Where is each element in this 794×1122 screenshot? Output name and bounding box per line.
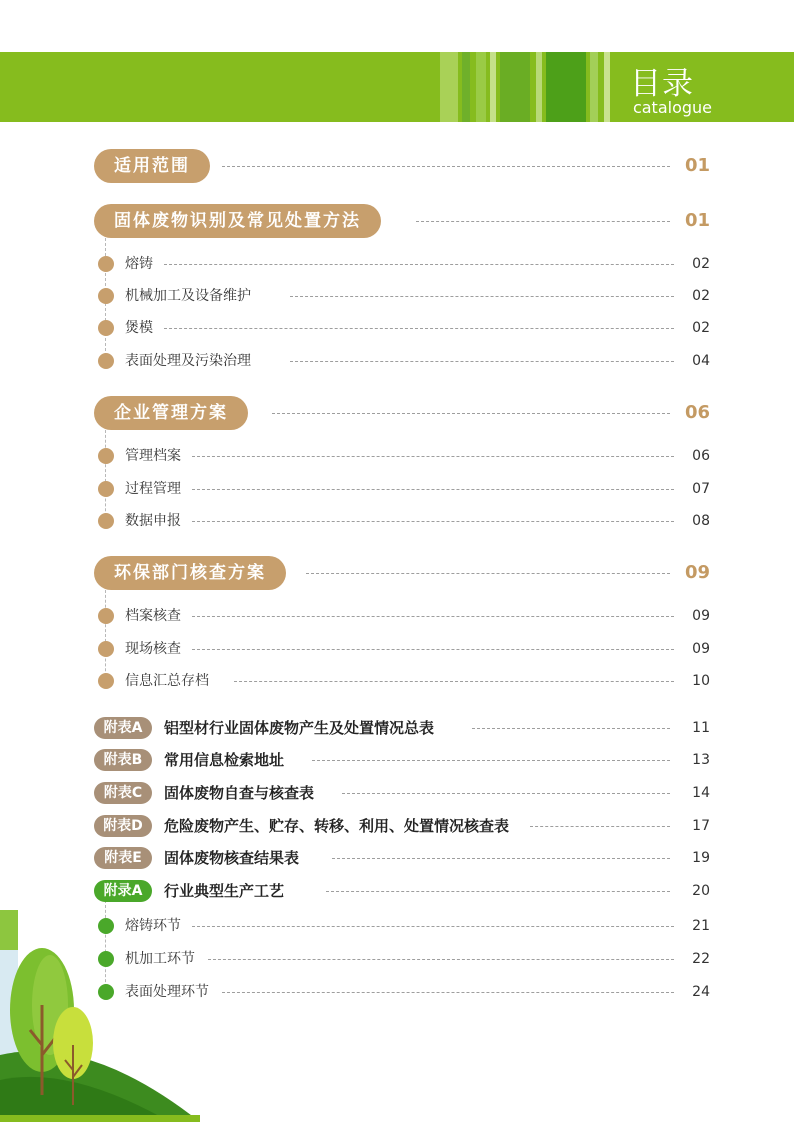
leader-dots bbox=[164, 328, 674, 329]
leader-dots bbox=[290, 296, 674, 297]
page-number: 17 bbox=[692, 818, 710, 834]
page-number: 02 bbox=[692, 320, 710, 336]
page-number: 22 bbox=[692, 951, 710, 967]
leader-dots bbox=[306, 573, 670, 574]
appendix-tag: 附表E bbox=[94, 847, 152, 869]
item-label: 信息汇总存档 bbox=[125, 673, 209, 689]
toc-item[interactable] bbox=[98, 318, 710, 338]
leader-dots bbox=[208, 959, 674, 960]
bullet-dot bbox=[98, 288, 114, 304]
leader-dots bbox=[192, 926, 674, 927]
toc-item[interactable] bbox=[98, 511, 710, 531]
appendix-tag: 附表D bbox=[94, 815, 152, 837]
leader-dots bbox=[222, 166, 670, 167]
appendix-label: 铝型材行业固体废物产生及处置情况总表 bbox=[164, 719, 435, 737]
bullet-dot bbox=[98, 320, 114, 336]
item-label: 机械加工及设备维护 bbox=[125, 288, 251, 304]
appendix-label: 行业典型生产工艺 bbox=[164, 882, 285, 900]
section-title: 环保部门核查方案 bbox=[94, 556, 286, 590]
leader-dots bbox=[342, 793, 670, 794]
leader-dots bbox=[192, 521, 674, 522]
item-label: 熔铸环节 bbox=[125, 918, 181, 934]
leader-dots bbox=[290, 361, 674, 362]
page-number: 02 bbox=[692, 256, 710, 272]
appendix-tag: 附录A bbox=[94, 880, 152, 902]
appendix-tag: 附表C bbox=[94, 782, 152, 804]
leader-dots bbox=[192, 456, 674, 457]
page-number: 14 bbox=[692, 785, 710, 801]
appendix-row[interactable] bbox=[94, 815, 710, 837]
toc-item[interactable] bbox=[98, 446, 710, 466]
leader-dots bbox=[272, 413, 670, 414]
bullet-dot bbox=[98, 481, 114, 497]
page-number: 08 bbox=[692, 513, 710, 529]
page-number: 09 bbox=[692, 608, 710, 624]
item-label: 表面处理环节 bbox=[125, 984, 209, 1000]
page-number: 01 bbox=[684, 155, 710, 176]
item-label: 过程管理 bbox=[125, 481, 181, 497]
toc-item[interactable] bbox=[98, 286, 710, 306]
page-number: 07 bbox=[692, 481, 710, 497]
page-number: 10 bbox=[692, 673, 710, 689]
leader-dots bbox=[222, 992, 674, 993]
toc-section-inspection[interactable] bbox=[94, 556, 710, 590]
leader-dots bbox=[326, 891, 670, 892]
appendix-label: 固体废物自查与核查表 bbox=[164, 784, 315, 802]
page-subtitle: catalogue bbox=[632, 98, 712, 117]
page-number: 06 bbox=[684, 402, 710, 423]
page-number: 01 bbox=[684, 210, 710, 231]
bullet-dot bbox=[98, 608, 114, 624]
item-label: 熔铸 bbox=[125, 256, 153, 272]
appendix-row[interactable] bbox=[94, 782, 710, 804]
leader-dots bbox=[164, 264, 674, 265]
toc-section-scope[interactable] bbox=[94, 149, 710, 183]
connector-line bbox=[105, 430, 106, 521]
item-label: 表面处理及污染治理 bbox=[125, 353, 251, 369]
toc-item[interactable] bbox=[98, 606, 710, 626]
toc-item[interactable] bbox=[98, 254, 710, 274]
section-title: 适用范围 bbox=[94, 149, 210, 183]
section-title: 固体废物识别及常见处置方法 bbox=[94, 204, 381, 238]
appendix-label: 危险废物产生、贮存、转移、利用、处置情况核查表 bbox=[164, 817, 510, 835]
page-number: 20 bbox=[692, 883, 710, 899]
header-stripes bbox=[440, 52, 640, 122]
toc-item[interactable] bbox=[98, 351, 710, 371]
toc-item[interactable] bbox=[98, 671, 710, 691]
appendix-tag: 附表B bbox=[94, 749, 152, 771]
leader-dots bbox=[530, 826, 670, 827]
appendix-label: 固体废物核查结果表 bbox=[164, 849, 300, 867]
appendix-row[interactable] bbox=[94, 717, 710, 739]
leader-dots bbox=[192, 649, 674, 650]
page-number: 09 bbox=[692, 641, 710, 657]
appendix-row[interactable] bbox=[94, 847, 710, 869]
bullet-dot bbox=[98, 513, 114, 529]
leader-dots bbox=[472, 728, 670, 729]
connector-line bbox=[105, 590, 106, 681]
page-number: 24 bbox=[692, 984, 710, 1000]
section-title: 企业管理方案 bbox=[94, 396, 248, 430]
page-title: 目录 bbox=[630, 66, 694, 102]
leader-dots bbox=[332, 858, 670, 859]
leader-dots bbox=[312, 760, 670, 761]
item-label: 数据申报 bbox=[125, 513, 181, 529]
item-label: 现场核查 bbox=[125, 641, 181, 657]
page-number: 06 bbox=[692, 448, 710, 464]
leader-dots bbox=[416, 221, 670, 222]
bullet-dot bbox=[98, 448, 114, 464]
bullet-dot bbox=[98, 641, 114, 657]
page-number: 21 bbox=[692, 918, 710, 934]
page-number: 11 bbox=[692, 720, 710, 736]
page-number: 19 bbox=[692, 850, 710, 866]
toc-item[interactable] bbox=[98, 639, 710, 659]
page-number: 13 bbox=[692, 752, 710, 768]
toc-item[interactable] bbox=[98, 479, 710, 499]
item-label: 机加工环节 bbox=[125, 951, 195, 967]
item-label: 煲模 bbox=[125, 320, 153, 336]
bullet-dot bbox=[98, 353, 114, 369]
item-label: 管理档案 bbox=[125, 448, 181, 464]
toc-section-waste-identification[interactable] bbox=[94, 204, 710, 238]
leader-dots bbox=[192, 616, 674, 617]
appendix-row[interactable] bbox=[94, 880, 710, 902]
appendix-label: 常用信息检索地址 bbox=[164, 751, 285, 769]
page-number: 09 bbox=[684, 562, 710, 583]
leader-dots bbox=[192, 489, 674, 490]
page-number: 02 bbox=[692, 288, 710, 304]
toc-section-enterprise-management[interactable] bbox=[94, 396, 710, 430]
page-number: 04 bbox=[692, 353, 710, 369]
bullet-dot bbox=[98, 673, 114, 689]
tree-illustration bbox=[0, 905, 200, 1122]
appendix-tag: 附表A bbox=[94, 717, 152, 739]
leader-dots bbox=[234, 681, 674, 682]
item-label: 档案核查 bbox=[125, 608, 181, 624]
appendix-row[interactable] bbox=[94, 749, 710, 771]
bullet-dot bbox=[98, 256, 114, 272]
